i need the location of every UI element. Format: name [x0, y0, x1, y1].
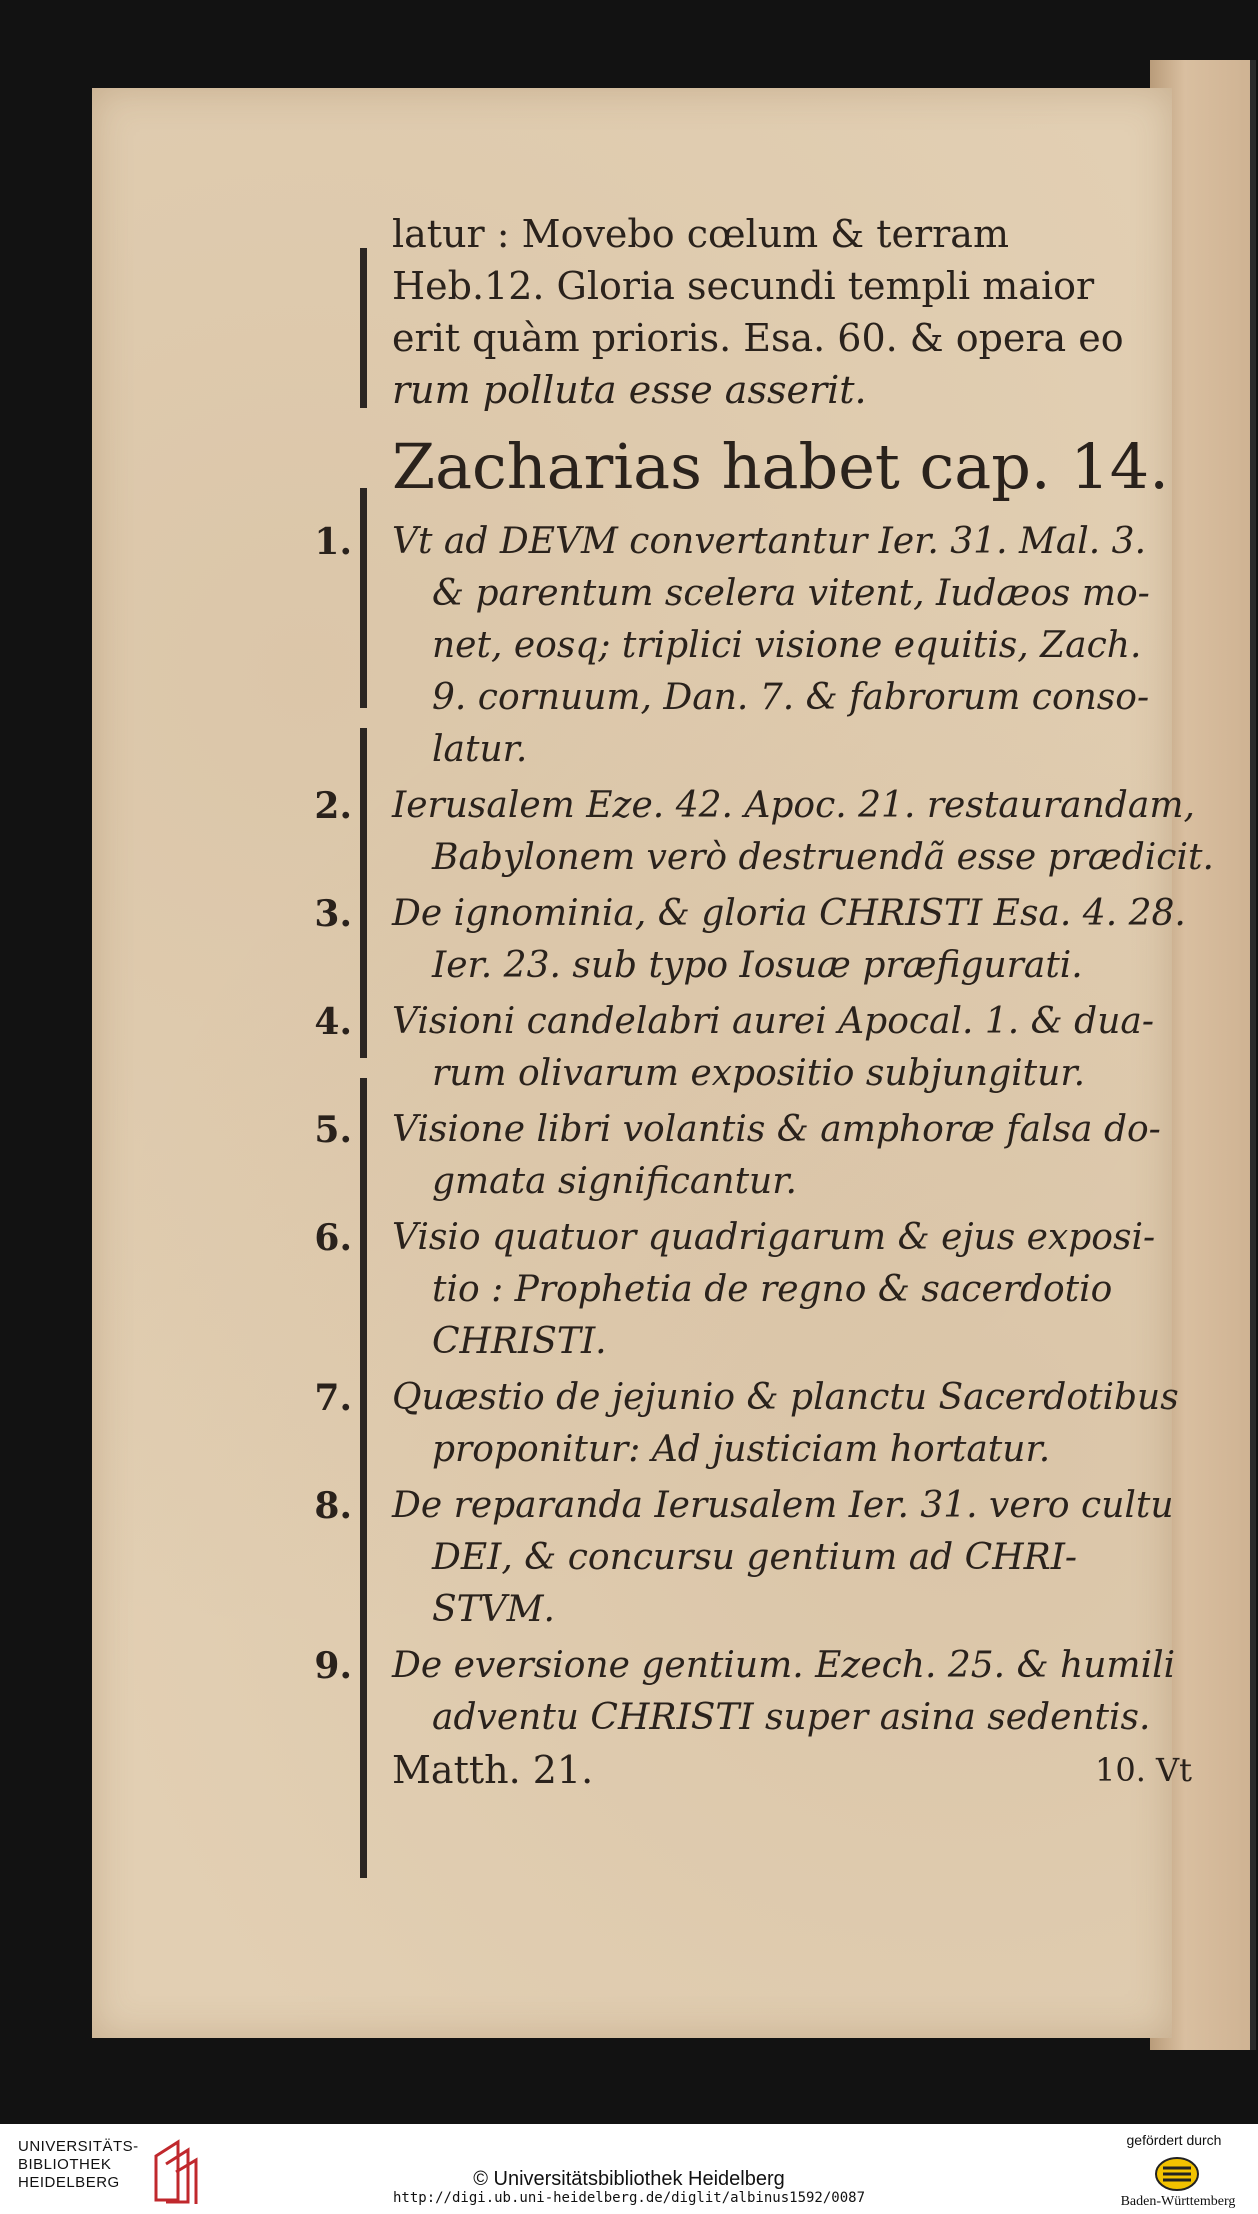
entry-line: De reparanda Ierusalem Ier. 31. vero cultu — [392, 1485, 1174, 1526]
entry-line: latur. — [432, 729, 528, 770]
entry-number: 7. — [314, 1377, 352, 1419]
entry-line: rum olivarum expositio subjungitur. — [432, 1053, 1086, 1094]
funded-by-label: gefördert durch — [1126, 2132, 1222, 2148]
entry-line: De eversione gentium. Ezech. 25. & humili — [392, 1645, 1176, 1686]
margin-rule — [360, 1078, 367, 1878]
catchword: 10. Vt — [1094, 1751, 1192, 1789]
text-line: latur : Movebo cœlum & terram — [392, 212, 1009, 256]
entry-line: 9. cornuum, Dan. 7. & fabrorum conso- — [432, 677, 1150, 718]
copyright-text: © Universitätsbibliothek Heidelberg — [473, 2168, 785, 2190]
entry-3 — [314, 888, 1192, 992]
entry-6 — [314, 1212, 1192, 1368]
page-text — [314, 208, 1214, 1796]
entry-line: tio : Prophetia de regno & sacerdotio — [432, 1269, 1113, 1310]
entry-line: Visioni candelabri aurei Apocal. 1. & dua- — [392, 1001, 1155, 1042]
entry-7 — [314, 1372, 1192, 1476]
footer-bar — [0, 2124, 1258, 2214]
entry-number: 6. — [314, 1217, 352, 1259]
entry-line: Babylonem verò destruendã esse prædicit. — [432, 837, 1214, 878]
entry-number: 5. — [314, 1109, 352, 1151]
margin-rule — [360, 248, 367, 408]
entry-number: 9. — [314, 1645, 352, 1687]
entry-line: Vt ad DEVM convertantur Ier. 31. Mal. 3. — [392, 521, 1147, 562]
entry-number: 4. — [314, 1001, 352, 1043]
entry-8 — [314, 1480, 1192, 1636]
entry-line: DEI, & concursu gentium ad CHRI- — [432, 1537, 1078, 1578]
entry-1 — [314, 516, 1192, 776]
text-line: Heb.12. Gloria secundi templi maior — [392, 264, 1095, 308]
entry-number: 2. — [314, 785, 352, 827]
entry-line: gmata significantur. — [432, 1161, 797, 1202]
entry-9 — [314, 1640, 1192, 1744]
entry-line: Ier. 23. sub typo Iosuæ præfigurati. — [432, 945, 1083, 986]
entry-line: Visio quatuor quadrigarum & ejus exposi- — [392, 1217, 1156, 1258]
funder-name: Baden-Württemberg — [1120, 2194, 1236, 2209]
entry-line: Ierusalem Eze. 42. Apoc. 21. restaurandam, — [392, 785, 1195, 826]
entry-line: De ignominia, & gloria CHRISTI Esa. 4. 28. — [392, 893, 1186, 934]
margin-rule — [360, 728, 367, 1058]
book-page — [92, 88, 1214, 2038]
entry-line: & parentum scelera vitent, Iudæos mo- — [432, 573, 1150, 614]
entry-5 — [314, 1104, 1192, 1208]
entry-line: Visione libri volantis & amphoræ falsa do- — [392, 1109, 1161, 1150]
library-name: UNIVERSITÄTS- BIBLIOTHEK HEIDELBERG — [18, 2138, 139, 2191]
entry-4 — [314, 996, 1192, 1100]
entry-number: 3. — [314, 893, 352, 935]
margin-rule — [360, 488, 367, 708]
coat-of-arms-icon — [1154, 2156, 1200, 2192]
final-line: Matth. 21. — [392, 1748, 594, 1792]
entry-line: net, eosq; triplici visione equitis, Zach. — [432, 625, 1142, 666]
text-line: rum polluta esse asserit. — [392, 368, 867, 412]
entry-line: Quæstio de jejunio & planctu Sacerdotibus — [392, 1377, 1179, 1418]
entry-line: adventu CHRISTI super asina sedentis. — [432, 1697, 1151, 1738]
section-heading: Zacharias habet cap. 14. — [392, 430, 1169, 503]
source-url[interactable]: http://digi.ub.uni-heidelberg.de/diglit/albinus1592/0087 — [392, 2190, 865, 2206]
entry-line: CHRISTI. — [432, 1321, 607, 1362]
entry-number: 1. — [314, 521, 352, 563]
entry-line: proponitur: Ad justiciam hortatur. — [432, 1429, 1051, 1470]
entry-number: 8. — [314, 1485, 352, 1527]
text-line: erit quàm prioris. Esa. 60. & opera eo — [392, 316, 1124, 360]
entry-2 — [314, 780, 1214, 884]
entry-line: STVM. — [432, 1589, 555, 1630]
